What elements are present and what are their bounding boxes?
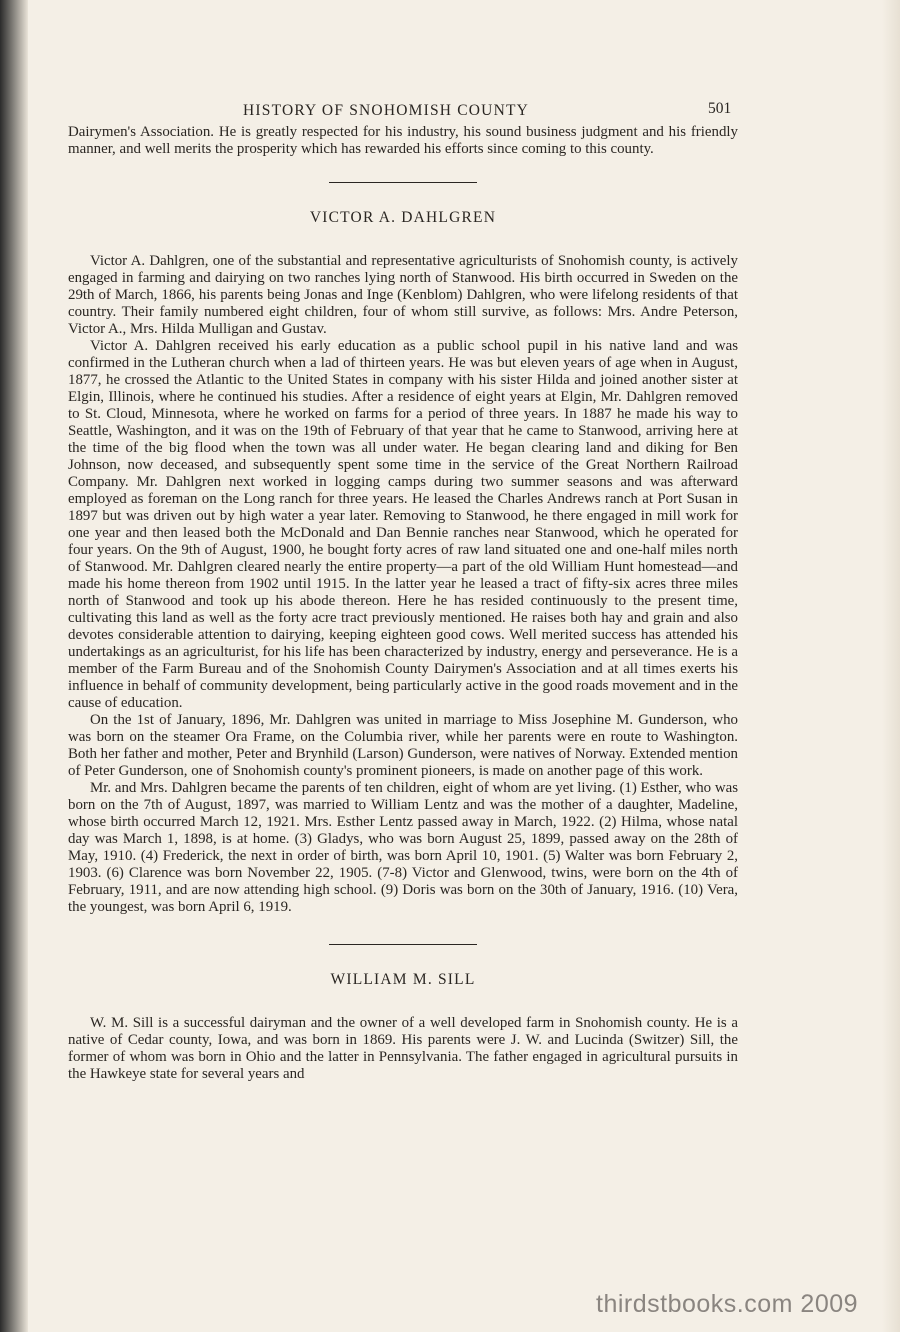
section-heading-dahlgren: VICTOR A. DAHLGREN — [309, 209, 497, 226]
section-divider — [329, 944, 477, 945]
paragraph: On the 1st of January, 1896, Mr. Dahlgren was united in marriage to Miss Josephine M. Gunderson, who was born on the steamer Ora Frame, on the Columbia river, while her parents were en route to Washington. Both her father and mother, Peter and Brynhild (Larson) Gunderson, were natives of Norway. Extended mention of Peter Gunderson, one of Snohomish county's prominent pioneers, is made on another page of this work. — [68, 712, 738, 779]
running-title: HISTORY OF SNOHOMISH COUNTY — [243, 102, 530, 119]
book-gutter-shadow — [0, 0, 28, 1332]
paragraph: Mr. and Mrs. Dahlgren became the parents of ten children, eight of whom are yet living. (1) Esther, who was born on the 7th of August, 1897, was married to William Lentz and was the mother of a daughter, Madeline, whose birth occurred March 12, 1921. Mrs. Esther Lentz passed away in March, 1922. (2) Hilma, whose natal day was March 1, 1898, is at home. (3) Gladys, who was born August 25, 1899, passed away on the 28th of May, 1910. (4) Frederick, the next in order of birth, was born April 10, 1901. (5) Walter was born February 2, 1903. (6) Clarence was born November 22, 1905. (7-8) Victor and Glenwood, twins, were born on the 4th of February, 1911, and are now attending high school. (9) Doris was born on the 30th of January, 1916. (10) Vera, the youngest, was born April 6, 1919. — [68, 780, 738, 915]
paragraph: Victor A. Dahlgren, one of the substantial and representative agriculturists of Snohomish county, is actively engaged in farming and dairying on two ranches lying north of Stanwood. His birth occurred in Sweden on the 29th of March, 1866, his parents being Jonas and Inge (Kenblom) Dahlgren, who were lifelong residents of that country. Their family numbered eight children, four of whom still survive, as follows: Mrs. Andre Peterson, Victor A., Mrs. Hilda Mulligan and Gustav. — [68, 253, 738, 337]
book-page — [68, 96, 738, 1083]
watermark: thirdstbooks.com 2009 — [596, 1290, 859, 1318]
intro-paragraph: Dairymen's Association. He is greatly respected for his industry, his sound business judgment and his friendly manner, and well merits the prosperity which has rewarded his efforts since coming to this county. — [68, 124, 738, 157]
page-edge — [882, 0, 900, 1332]
paragraph: Victor A. Dahlgren received his early education as a public school pupil in his native land and was confirmed in the Lutheran church when a lad of thirteen years. He was but eleven years of age when in August, 1877, he crossed the Atlantic to the United States in company with his sister Hilda and joined another sister at Elgin, Illinois, where he continued his studies. After a residence of eight years at Elgin, Mr. Dahlgren removed to St. Cloud, Minnesota, where he worked on farms for a period of three years. In 1887 he made his way to Seattle, Washington, and it was on the 19th of February of that year that he came to Stanwood, arriving here at the time of the big flood when the town was all under water. He began clearing land and diking for Ben Johnson, now deceased, and subsequently spent some time in the service of the Great Northern Railroad Company. Mr. Dahlgren next worked in logging camps during two summer seasons and was afterward employed as foreman on the Long ranch for three years. He leased the Charles Andrews ranch at Port Susan in 1897 but was driven out by high water a year later. Removing to Stanwood, he there engaged in mill work for one year and then leased both the McDonald and Dan Bennie ranches near Stanwood, which he operated for four years. On the 9th of August, 1900, he bought forty acres of raw land situated one and one-half miles north of Stanwood. Mr. Dahlgren cleared nearly the entire property—a part of the old William Hunt homestead—and made his home thereon from 1902 until 1915. In the latter year he leased a tract of fifty-six acres three miles north of Stanwood and took up his abode thereon. Here he has resided continuously to the present time, cultivating this land as well as the forty acre tract previously mentioned. He raises both hay and grain and also devotes considerable attention to dairying, keeping eighteen good cows. Well merited success has attended his undertakings as an agriculturist, for his life has been characterized by industry, energy and perseverance. He is a member of the Farm Bureau and of the Snohomish County Dairymen's Association and at all times exerts his influence in behalf of community development, being particularly active in the good roads movement and in the cause of education. — [68, 338, 738, 711]
paragraph: W. M. Sill is a successful dairyman and the owner of a well developed farm in Snohomish county. He is a native of Cedar county, Iowa, and was born in 1869. His parents were J. W. and Lucinda (Switzer) Sill, the former of whom was born in Ohio and the latter in Pennsylvania. The father engaged in agricultural pursuits in the Hawkeye state for several years and — [68, 1015, 738, 1082]
page-number: 501 — [708, 100, 732, 117]
section-divider — [329, 182, 477, 183]
section-heading-sill: WILLIAM M. SILL — [330, 971, 476, 988]
running-header — [68, 96, 738, 124]
